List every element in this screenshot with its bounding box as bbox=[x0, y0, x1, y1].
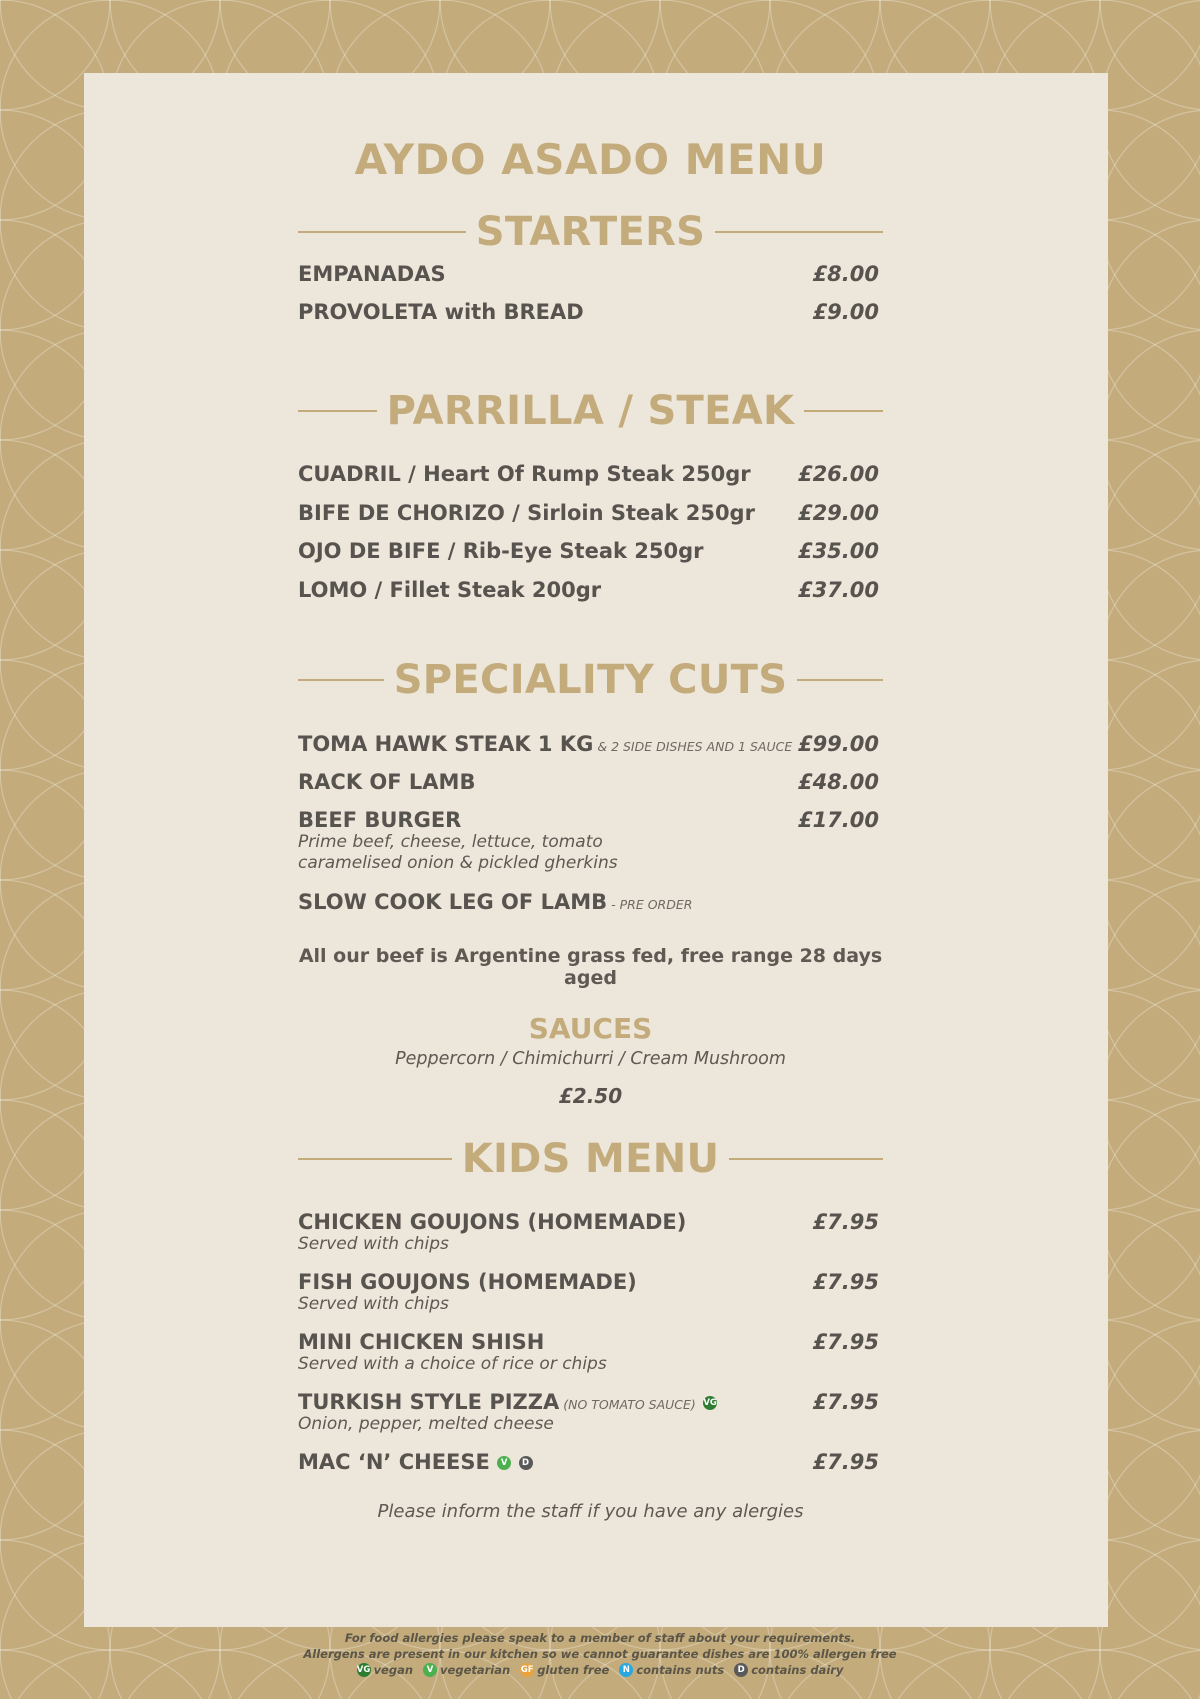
heading-rule-left bbox=[298, 679, 384, 681]
item-name: PROVOLETA with BREAD bbox=[298, 300, 584, 324]
menu-item-empanadas bbox=[298, 262, 883, 286]
legend-dairy bbox=[734, 1663, 843, 1677]
menu-item-bife-de-chorizo bbox=[298, 501, 883, 525]
menu-item-lomo bbox=[298, 578, 883, 602]
heading-rule-left bbox=[298, 1158, 452, 1160]
footer-line-2: Allergens are present in our kitchen so we cannot guarantee dishes are 100% allergen free bbox=[303, 1647, 897, 1661]
item-name: LOMO / Fillet Steak 200gr bbox=[298, 578, 602, 602]
item-description: Served with chips bbox=[298, 1234, 449, 1254]
item-price: £7.95 bbox=[812, 1450, 879, 1474]
item-price: £37.00 bbox=[797, 578, 879, 602]
legend-vegan bbox=[357, 1663, 413, 1677]
pattern-circle bbox=[1100, 660, 1200, 880]
heading-rule-right bbox=[804, 410, 883, 412]
item-name: EMPANADAS bbox=[298, 262, 446, 286]
heading-rule-right bbox=[797, 679, 883, 681]
item-price: £17.00 bbox=[797, 808, 879, 832]
item-description: caramelised onion & pickled gherkins bbox=[298, 853, 618, 873]
pattern-circle bbox=[1100, 1320, 1200, 1540]
gluten-free-icon: GF bbox=[520, 1665, 534, 1675]
item-description: Onion, pepper, melted cheese bbox=[298, 1414, 554, 1434]
pattern-circle bbox=[1100, 110, 1200, 330]
item-name-text: TURKISH STYLE PIZZA bbox=[298, 1390, 560, 1414]
legend-label: contains nuts bbox=[636, 1663, 725, 1677]
item-price: £7.95 bbox=[812, 1390, 879, 1414]
heading-rule-right bbox=[729, 1158, 883, 1160]
menu-card bbox=[84, 73, 1108, 1627]
item-description: Served with chips bbox=[298, 1294, 449, 1314]
heading-rule-left bbox=[298, 231, 466, 233]
item-description: Prime beef, cheese, lettuce, tomato bbox=[298, 832, 603, 852]
parrilla-heading-label: PARRILLA / STEAK bbox=[386, 388, 795, 434]
item-name bbox=[298, 732, 883, 756]
footer-line-1: For food allergies please speak to a member of staff about your requirements. bbox=[344, 1631, 856, 1645]
item-name bbox=[298, 890, 883, 914]
pattern-circle bbox=[1100, 1100, 1200, 1320]
beef-note: All our beef is Argentine grass fed, free range 28 days aged bbox=[298, 945, 883, 989]
dairy-icon: D bbox=[734, 1663, 748, 1677]
sauces-price: £2.50 bbox=[558, 1084, 623, 1108]
menu-item-mac-n-cheese bbox=[298, 1450, 883, 1474]
dairy-icon: D bbox=[519, 1456, 533, 1470]
pattern-circle bbox=[1100, 0, 1200, 220]
item-price: £9.00 bbox=[812, 300, 879, 324]
item-price: £7.95 bbox=[812, 1270, 879, 1294]
kids-heading-label: KIDS MENU bbox=[461, 1136, 720, 1182]
item-name: MINI CHICKEN SHISH bbox=[298, 1330, 545, 1354]
allergy-note: Please inform the staff if you have any alergies bbox=[377, 1501, 804, 1522]
starters-heading bbox=[298, 207, 883, 257]
vegetarian-icon: V bbox=[497, 1456, 511, 1470]
legend-vegetarian bbox=[423, 1663, 510, 1677]
item-name-text: MAC ‘N’ CHEESE bbox=[298, 1450, 490, 1474]
menu-item-turkish-pizza bbox=[298, 1390, 883, 1435]
item-name bbox=[298, 1450, 883, 1474]
item-price: £7.95 bbox=[812, 1330, 879, 1354]
vegetarian-icon: V bbox=[423, 1663, 437, 1677]
vegan-icon: VG bbox=[356, 1665, 371, 1675]
speciality-heading-label: SPECIALITY CUTS bbox=[393, 657, 788, 703]
item-name: FISH GOUJONS (HOMEMADE) bbox=[298, 1270, 637, 1294]
legend-nuts bbox=[619, 1663, 724, 1677]
menu-item-tomahawk bbox=[298, 732, 883, 756]
item-price: £7.95 bbox=[812, 1210, 879, 1234]
allergen-legend bbox=[0, 1663, 1200, 1677]
item-name: BIFE DE CHORIZO / Sirloin Steak 250gr bbox=[298, 501, 755, 525]
pattern-circle bbox=[1100, 550, 1200, 770]
item-price: £35.00 bbox=[797, 539, 879, 563]
menu-item-ojo-de-bife bbox=[298, 539, 883, 563]
menu-item-provoleta bbox=[298, 300, 883, 324]
pattern-circle bbox=[1100, 770, 1200, 990]
heading-rule-left bbox=[298, 410, 377, 412]
pattern-circle bbox=[1100, 440, 1200, 660]
item-price: £48.00 bbox=[797, 770, 879, 794]
item-note: - PRE ORDER bbox=[611, 897, 693, 912]
pattern-circle bbox=[1100, 330, 1200, 550]
menu-item-rack-of-lamb bbox=[298, 770, 883, 794]
item-price: £26.00 bbox=[797, 462, 879, 486]
item-name-text: TOMA HAWK STEAK 1 KG bbox=[298, 732, 594, 756]
menu-item-cuadril bbox=[298, 462, 883, 486]
legend-label: vegetarian bbox=[440, 1663, 511, 1677]
item-price: £8.00 bbox=[812, 262, 879, 286]
item-name bbox=[298, 1390, 883, 1414]
pattern-circle bbox=[1100, 1210, 1200, 1430]
legend-label: contains dairy bbox=[751, 1663, 844, 1677]
menu-item-beef-burger bbox=[298, 808, 883, 874]
legend-label: vegan bbox=[373, 1663, 414, 1677]
item-name: CUADRIL / Heart Of Rump Steak 250gr bbox=[298, 462, 751, 486]
item-name: CHICKEN GOUJONS (HOMEMADE) bbox=[298, 1210, 687, 1234]
item-name: BEEF BURGER bbox=[298, 808, 462, 832]
kids-heading bbox=[298, 1134, 883, 1184]
pattern-circle bbox=[1100, 990, 1200, 1210]
item-name: RACK OF LAMB bbox=[298, 770, 476, 794]
item-name-text: SLOW COOK LEG OF LAMB bbox=[298, 890, 608, 914]
speciality-heading bbox=[298, 655, 883, 705]
parrilla-heading bbox=[298, 386, 883, 436]
heading-rule-right bbox=[715, 231, 883, 233]
sauces-heading: SAUCES bbox=[528, 1012, 653, 1045]
item-note: (NO TOMATO SAUCE) bbox=[563, 1397, 696, 1412]
item-name: OJO DE BIFE / Rib-Eye Steak 250gr bbox=[298, 539, 704, 563]
item-note: & 2 SIDE DISHES AND 1 SAUCE bbox=[597, 739, 793, 754]
item-description: Served with a choice of rice or chips bbox=[298, 1354, 607, 1374]
pattern-circle bbox=[1100, 1430, 1200, 1650]
pattern-circle bbox=[1100, 880, 1200, 1100]
starters-heading-label: STARTERS bbox=[475, 209, 706, 255]
nuts-icon: N bbox=[619, 1663, 633, 1677]
vegan-icon: VG bbox=[703, 1398, 717, 1408]
menu-item-fish-goujons bbox=[298, 1270, 883, 1315]
item-price: £99.00 bbox=[797, 732, 879, 756]
menu-title: AYDO ASADO MENU bbox=[354, 135, 827, 184]
pattern-circle bbox=[1100, 220, 1200, 440]
sauces-list: Peppercorn / Chimichurri / Cream Mushroom bbox=[395, 1049, 786, 1069]
legend-gluten-free bbox=[520, 1663, 609, 1677]
menu-item-mini-chicken-shish bbox=[298, 1330, 883, 1375]
menu-item-chicken-goujons bbox=[298, 1210, 883, 1255]
menu-item-slow-cook-lamb bbox=[298, 890, 883, 914]
item-price: £29.00 bbox=[797, 501, 879, 525]
legend-label: gluten free bbox=[537, 1663, 610, 1677]
